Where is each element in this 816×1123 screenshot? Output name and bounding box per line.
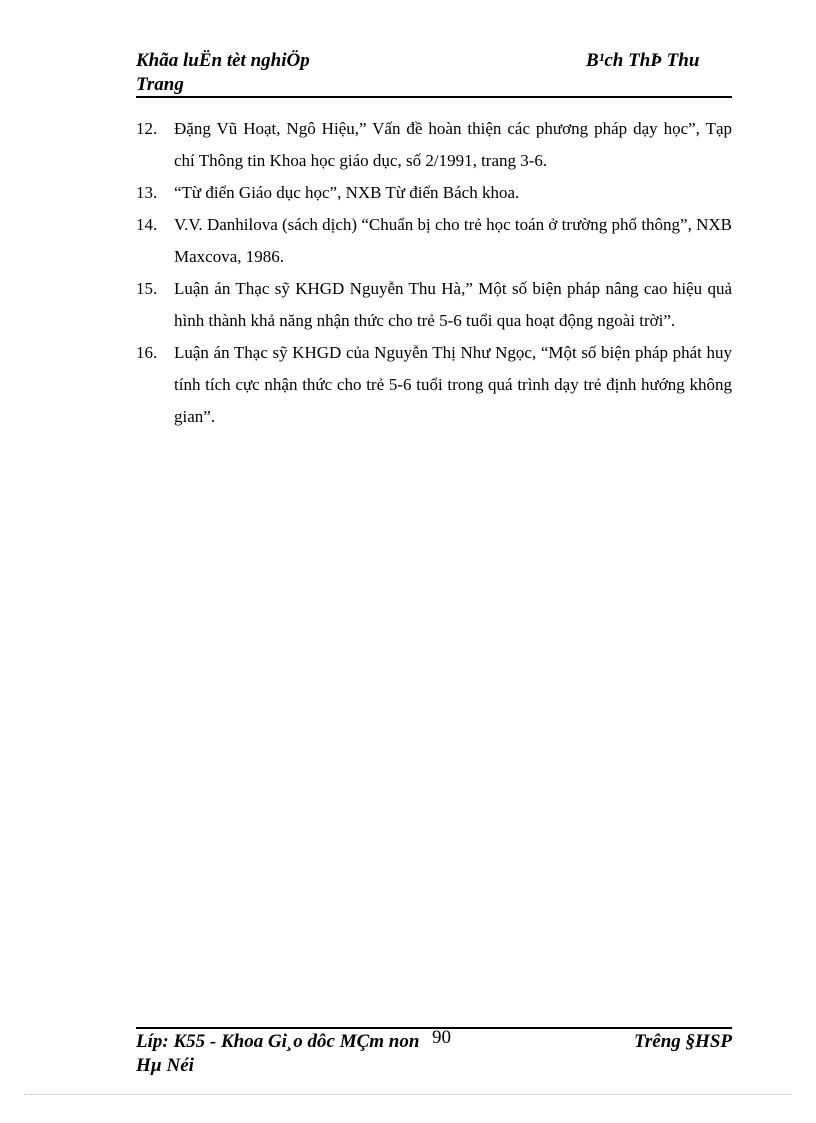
page-number: 90 (432, 1027, 451, 1048)
reference-text: Đặng Vũ Hoạt, Ngô Hiệu,” Vấn đề hoàn thiện các phương pháp dạy học”, Tạp chí Thông tin Khoa học giáo dục, số 2/1991, trang 3-6. (174, 119, 732, 170)
footer-class: Líp: K55 - Khoa Gi¸o dôc MÇm non (136, 1031, 420, 1052)
page-bottom-dotted-line (24, 1094, 792, 1095)
reference-number: 13. (136, 183, 158, 202)
footer-school: Trêng §HSP (634, 1031, 732, 1052)
reference-item (136, 337, 732, 433)
page-footer (136, 1027, 732, 1078)
reference-text: Luận án Thạc sỹ KHGD Nguyễn Thu Hà,” Một số biện pháp nâng cao hiệu quả hình thành khả năng nhận thức cho trẻ 5-6 tuổi qua hoạt động ngoài trời”. (174, 279, 732, 330)
footer-city: Hµ Néi (136, 1055, 194, 1076)
reference-number: 14. (136, 215, 158, 234)
reference-text: Luận án Thạc sỹ KHGD của Nguyễn Thị Như Ngọc, “Một số biện pháp phát huy tính tích cực nhận thức cho trẻ 5-6 tuổi trong quá trình dạy trẻ định hướng không gian”. (174, 343, 732, 426)
reference-list (136, 113, 732, 433)
reference-number: 15. (136, 279, 158, 298)
reference-text: V.V. Danhilova (sách dịch) “Chuẩn bị cho trẻ học toán ở trường phổ thông”, NXB Maxcova, 1986. (174, 215, 732, 266)
header-title: Khãa luËn tèt nghiÖp (136, 50, 310, 71)
reference-number: 12. (136, 119, 158, 138)
reference-number: 16. (136, 343, 158, 362)
reference-item (136, 113, 732, 177)
reference-item (136, 209, 732, 273)
reference-item (136, 273, 732, 337)
header-rule (136, 96, 732, 98)
reference-text: “Từ điển Giáo dục học”, NXB Từ điển Bách khoa. (174, 183, 520, 202)
reference-item (136, 177, 732, 209)
header-title-continued: Trang (136, 74, 184, 95)
header-author: B¹ch ThÞ Thu (586, 50, 700, 71)
page-header (136, 49, 732, 97)
